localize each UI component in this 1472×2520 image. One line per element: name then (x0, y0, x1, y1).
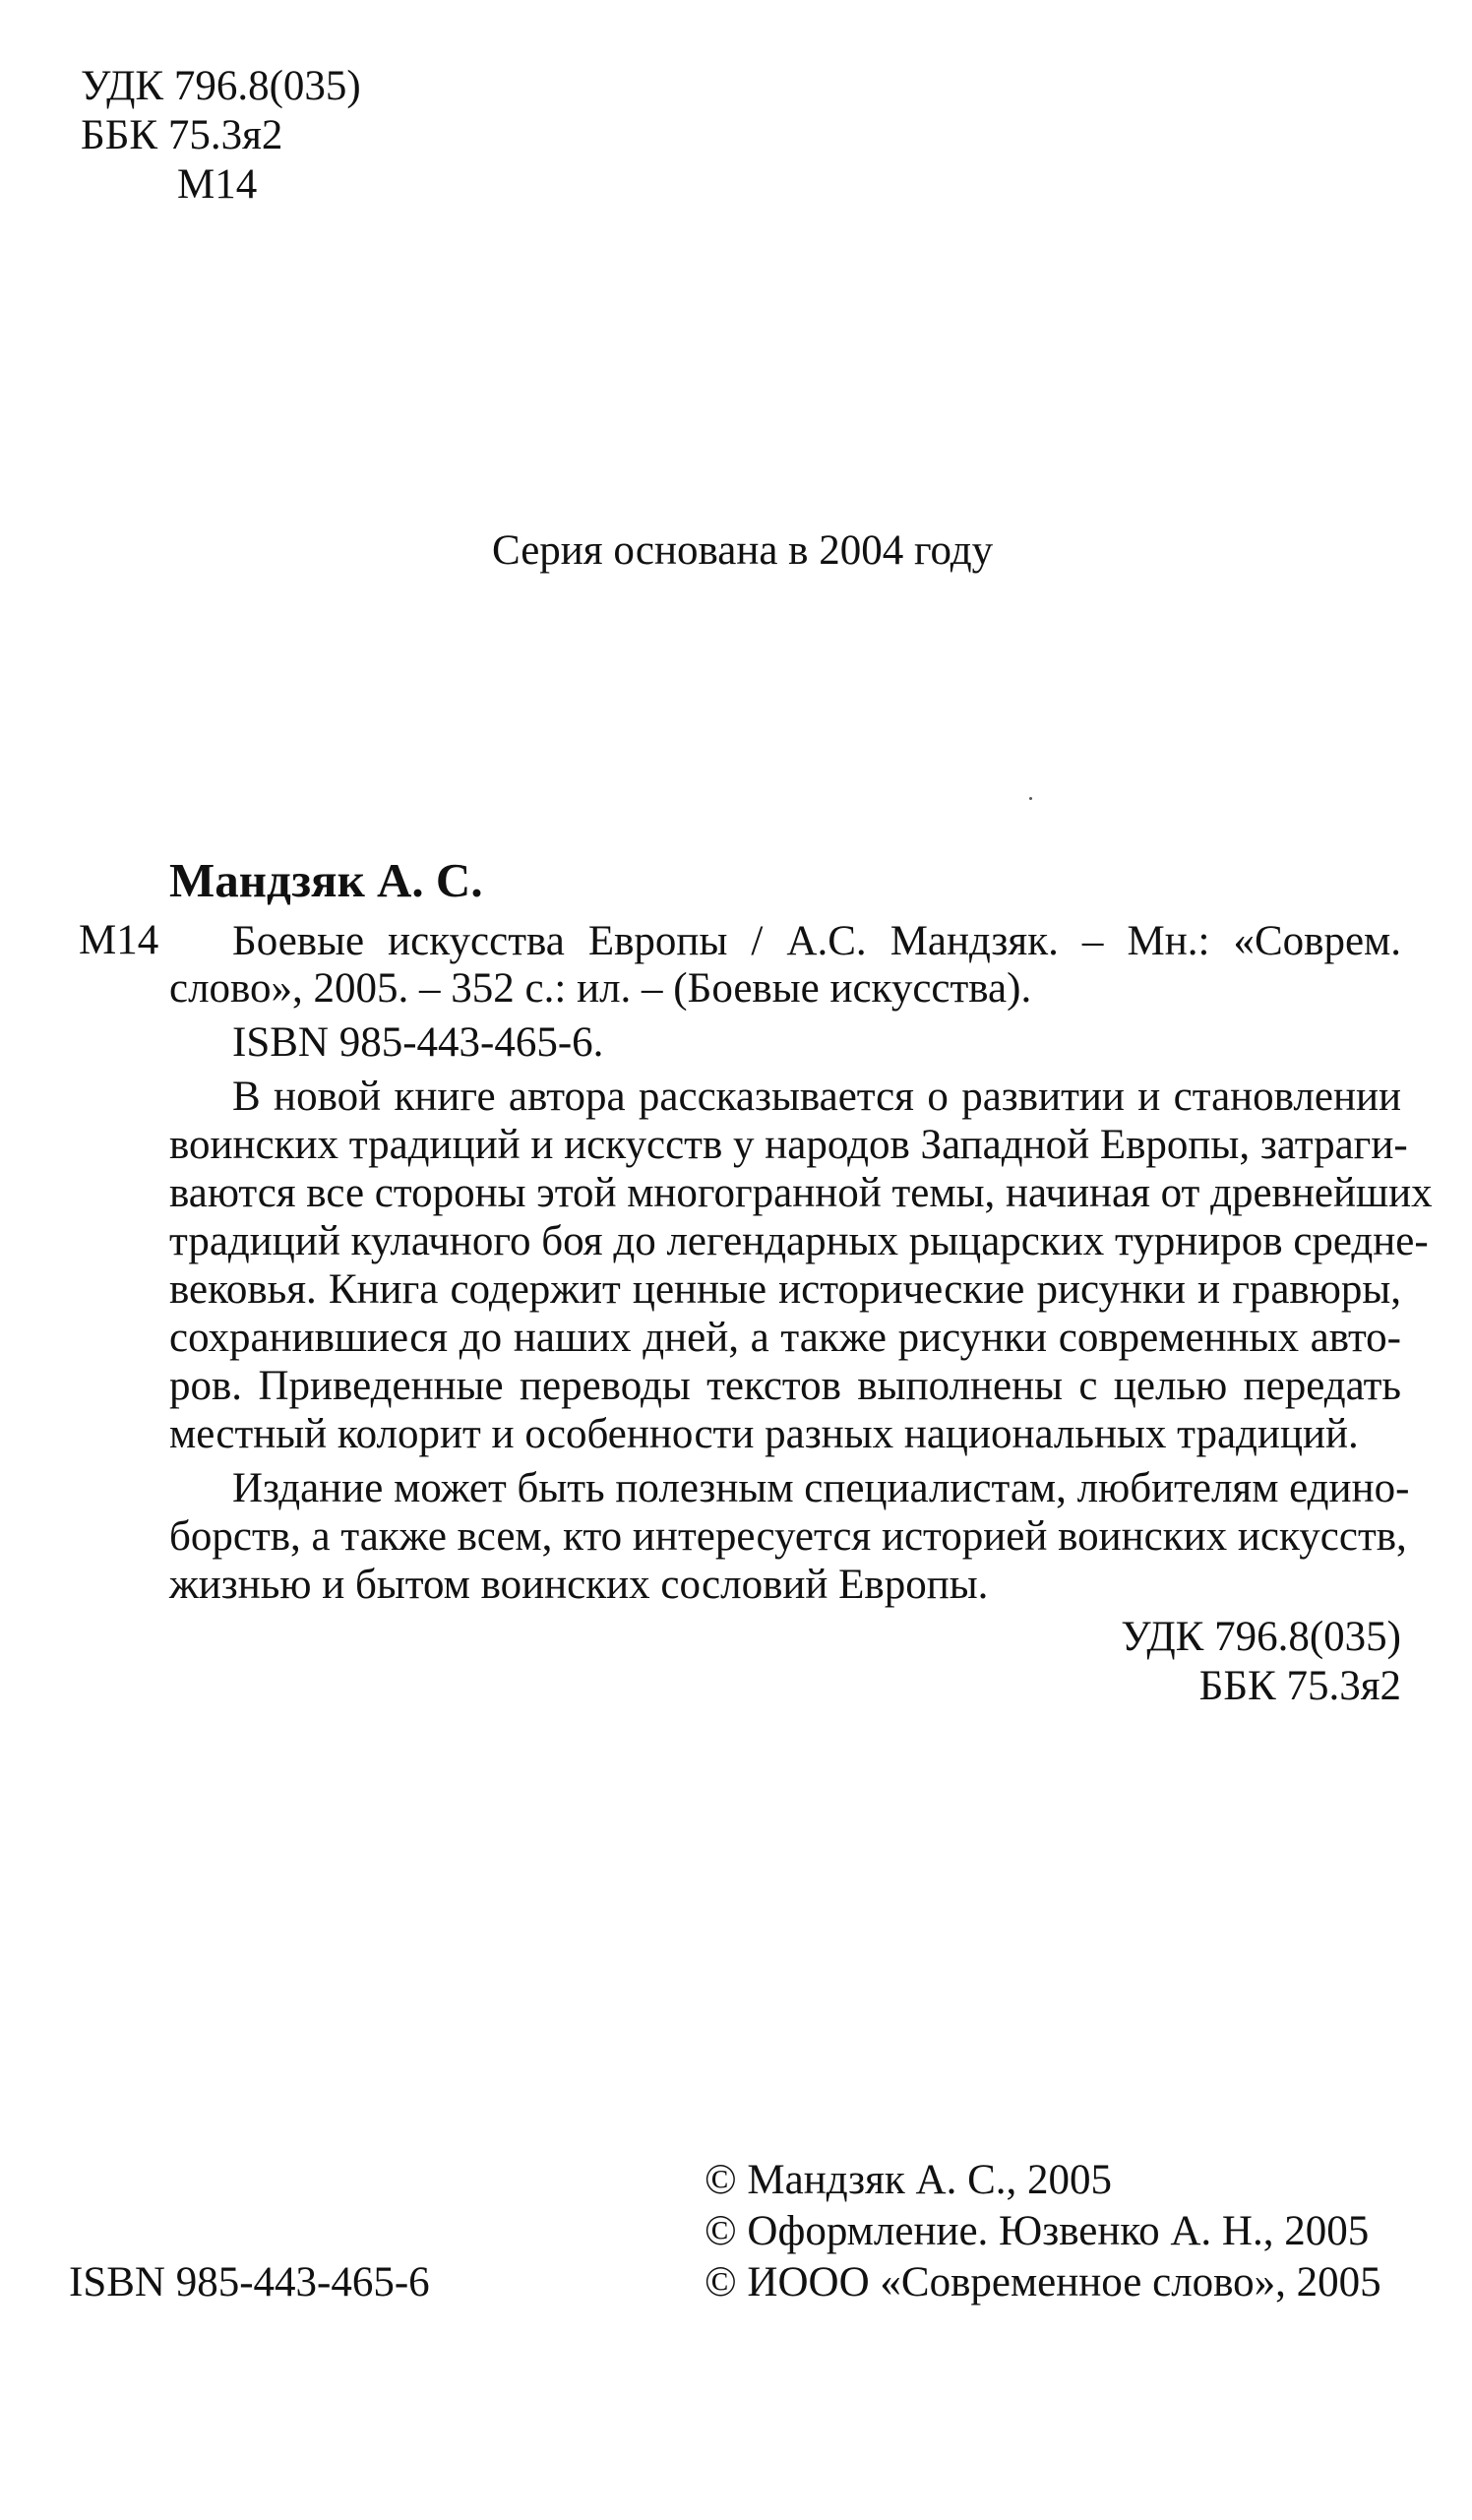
footer-copyright: © Оформление. Юзвенко А. Н., 2005 (705, 2208, 1370, 2254)
annotation-line: местный колорит и особенности разных национальных традиций. (169, 1411, 1359, 1457)
header-code: М14 (177, 161, 258, 208)
audience-line: жизнью и бытом воинских сословий Европы. (169, 1562, 989, 1608)
card-udk: УДК 796.8(035) (1121, 1614, 1401, 1660)
footer-isbn: ISBN 985-443-465-6 (69, 2259, 430, 2305)
bibliographic-entry (169, 917, 1401, 965)
footer-copyright: © ИООО «Современное слово», 2005 (705, 2259, 1381, 2305)
annotation-line: воинских традиций и искусств у народов Западной Европы, затраги- (169, 1122, 1408, 1168)
series-note: Серия основана в 2004 году (492, 527, 994, 574)
author-heading: Мандзяк А. С. (169, 853, 483, 907)
audience-line: Издание может быть полезным специалистам, любителям едино- (232, 1465, 1410, 1511)
catalog-isbn: ISBN 985-443-465-6. (232, 1019, 604, 1066)
scan-speck (1029, 797, 1032, 800)
annotation-line: традиций кулачного боя до легендарных рыцарских турниров средне- (169, 1218, 1429, 1264)
annotation-paragraph (169, 1073, 1433, 1458)
bibliographic-line: слово», 2005. – 352 с.: ил. – (Боевые искусства). (169, 965, 1032, 1012)
audience-line: борств, а также всем, кто интересуется историей воинских искусств, (169, 1513, 1407, 1560)
annotation-line: сохранившиеся до наших дней, а также рисунки современных авто- (169, 1315, 1401, 1361)
card-bbk: ББК 75.3я2 (1198, 1663, 1401, 1709)
header-udk: УДК 796.8(035) (81, 63, 361, 109)
annotation-line: В новой книге автора рассказывается о развитии и становлении (232, 1074, 1401, 1120)
catalog-code: М14 (79, 917, 159, 963)
annotation-line: ваются все стороны этой многогранной темы, начиная от древнейших (169, 1170, 1433, 1216)
header-bbk: ББК 75.3я2 (81, 112, 283, 158)
annotation-line: ров. Приведенные переводы текстов выполнены с целью передать (169, 1363, 1401, 1409)
annotation-line: вековья. Книга содержит ценные исторические рисунки и гравюры, (169, 1266, 1401, 1313)
bibliographic-line: Боевые искусства Европы / А.С. Мандзяк. – Мн.: «Соврем. (232, 918, 1401, 964)
footer-copyright: © Мандзяк А. С., 2005 (705, 2157, 1113, 2203)
audience-paragraph (169, 1464, 1410, 1609)
